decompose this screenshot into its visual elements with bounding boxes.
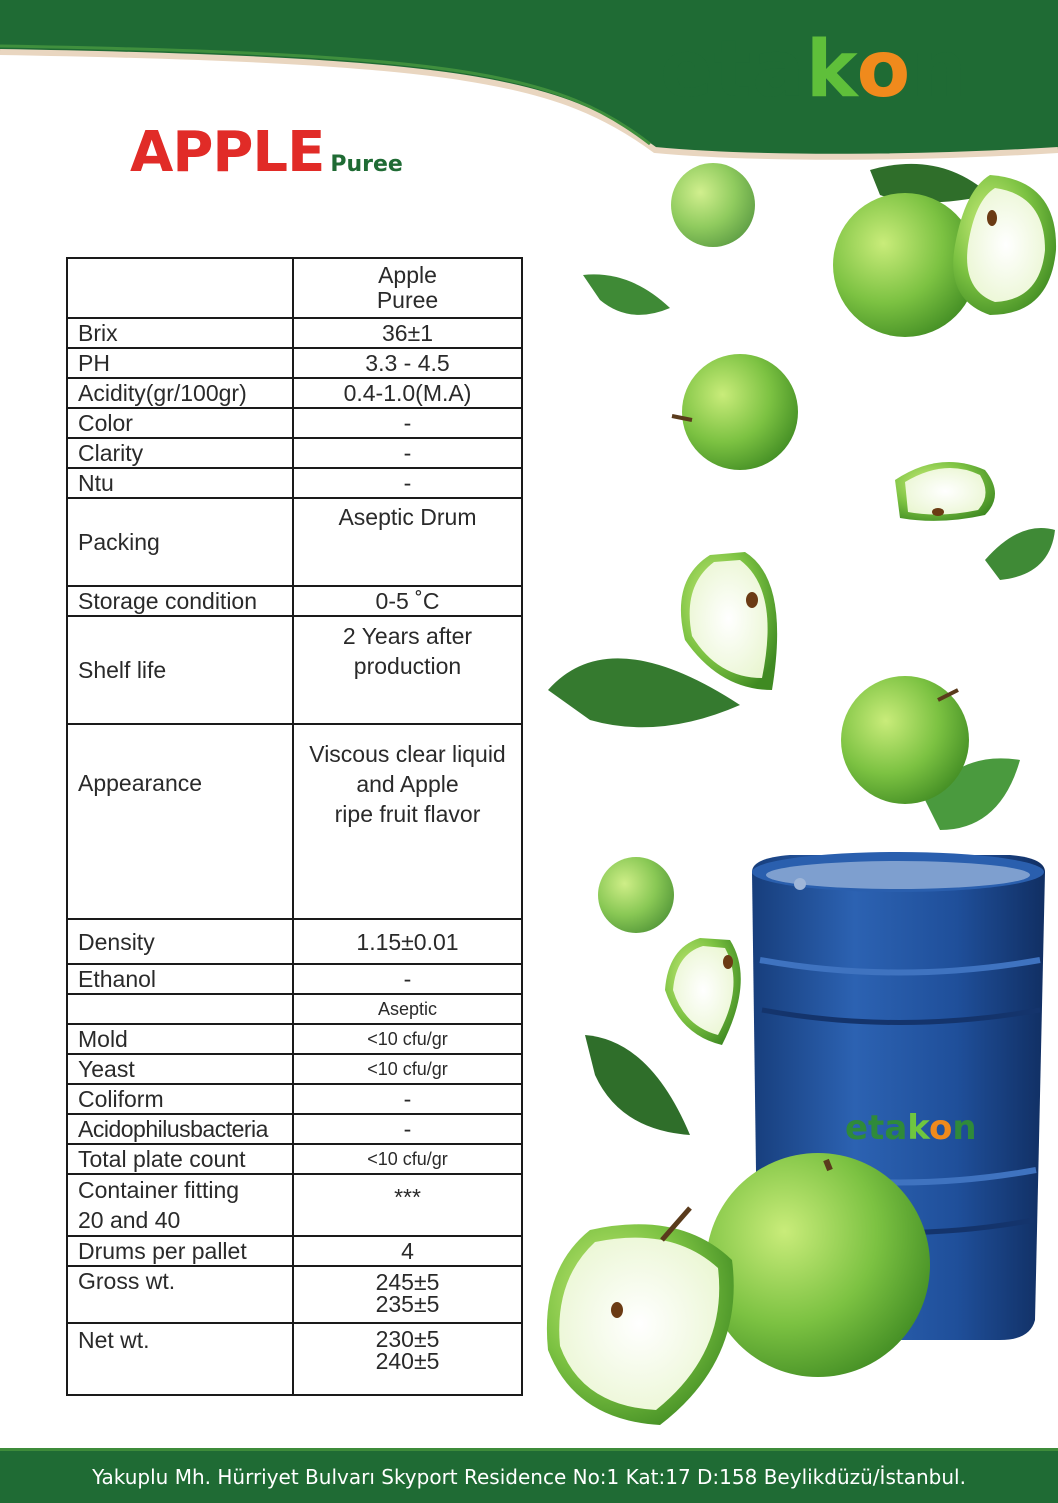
- row-value: -: [293, 468, 522, 498]
- row-label: Packing: [67, 498, 293, 586]
- row-label: Ntu: [67, 468, 293, 498]
- product-title: [130, 120, 403, 185]
- table-row: [67, 724, 522, 919]
- row-value: 36±1: [293, 318, 522, 348]
- row-label: Density: [67, 919, 293, 964]
- row-label: Ethanol: [67, 964, 293, 994]
- row-label: Mold: [67, 1024, 293, 1054]
- row-label: Net wt.: [67, 1323, 293, 1395]
- row-label: Shelf life: [67, 616, 293, 724]
- table-header-row: [67, 258, 522, 318]
- row-value: Aseptic: [293, 994, 522, 1024]
- row-label: Gross wt.: [67, 1266, 293, 1323]
- table-row: [67, 994, 522, 1024]
- row-label: Acidophilusbacteria: [67, 1114, 293, 1144]
- table-row: [67, 1054, 522, 1084]
- row-value: 1.15±0.01: [293, 919, 522, 964]
- row-value: 245±5 235±5: [293, 1266, 522, 1323]
- table-row: [67, 498, 522, 586]
- brand-logo: etakon: [660, 25, 968, 115]
- row-value: 0.4-1.0(M.A): [293, 378, 522, 408]
- row-value: -: [293, 1084, 522, 1114]
- table-row: [67, 378, 522, 408]
- table-row: [67, 438, 522, 468]
- table-row: [67, 616, 522, 724]
- table-row: [67, 348, 522, 378]
- table-row: [67, 1174, 522, 1236]
- header-label: [67, 258, 293, 318]
- drum-brand-logo: etakon: [845, 1108, 977, 1148]
- row-value: -: [293, 438, 522, 468]
- table-row: [67, 964, 522, 994]
- spec-table: [66, 257, 523, 1396]
- product-illustration: [530, 140, 1058, 1450]
- table-row: [67, 1266, 522, 1323]
- title-sub: Puree: [330, 152, 403, 177]
- row-label: Clarity: [67, 438, 293, 468]
- row-value: <10 cfu/gr: [293, 1144, 522, 1174]
- title-main: APPLE: [130, 120, 325, 185]
- table-row: [67, 318, 522, 348]
- row-label: Storage condition: [67, 586, 293, 616]
- table-row: [67, 1084, 522, 1114]
- row-label: PH: [67, 348, 293, 378]
- row-label: Drums per pallet: [67, 1236, 293, 1266]
- table-row: [67, 1114, 522, 1144]
- table-row: [67, 586, 522, 616]
- row-value: 3.3 - 4.5: [293, 348, 522, 378]
- table-row: [67, 408, 522, 438]
- row-value: ***: [293, 1174, 522, 1236]
- row-label: Coliform: [67, 1084, 293, 1114]
- table-row: [67, 1323, 522, 1395]
- table-row: [67, 1236, 522, 1266]
- row-value: 0-5 ˚C: [293, 586, 522, 616]
- row-value: -: [293, 408, 522, 438]
- row-value: Viscous clear liquid and Apple ripe fruit flavor: [293, 724, 522, 919]
- table-row: [67, 919, 522, 964]
- row-value: <10 cfu/gr: [293, 1054, 522, 1084]
- row-value: 4: [293, 1236, 522, 1266]
- row-label: Acidity(gr/100gr): [67, 378, 293, 408]
- row-value: -: [293, 1114, 522, 1144]
- row-value: Aseptic Drum: [293, 498, 522, 586]
- row-label: Color: [67, 408, 293, 438]
- row-value: <10 cfu/gr: [293, 1024, 522, 1054]
- row-value: -: [293, 964, 522, 994]
- row-label: [67, 994, 293, 1024]
- row-label: Container fitting 20 and 40: [67, 1174, 293, 1236]
- row-value: 230±5 240±5: [293, 1323, 522, 1395]
- row-value: 2 Years after production: [293, 616, 522, 724]
- footer-address: Yakuplu Mh. Hürriyet Bulvarı Skyport Residence No:1 Kat:17 D:158 Beylikdüzü/İstanbul.: [0, 1448, 1058, 1503]
- row-label: Yeast: [67, 1054, 293, 1084]
- row-label: Brix: [67, 318, 293, 348]
- table-row: [67, 468, 522, 498]
- header-value: Apple Puree: [293, 258, 522, 318]
- table-row: [67, 1024, 522, 1054]
- row-label: Total plate count: [67, 1144, 293, 1174]
- row-label: Appearance: [67, 724, 293, 919]
- table-row: [67, 1144, 522, 1174]
